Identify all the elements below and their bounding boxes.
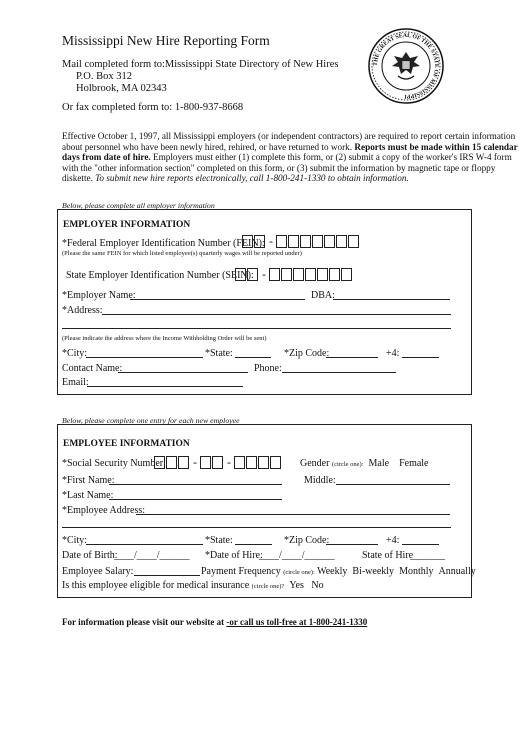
employee-heading: EMPLOYEE INFORMATION [63, 439, 190, 449]
employer-address-note: (Please indicate the address where the Income Withholding Order will be sent) [62, 335, 267, 342]
last-name-field[interactable] [109, 499, 282, 500]
frequency-monthly-option[interactable]: Monthly [399, 566, 434, 577]
employer-name-label: *Employer Name: [62, 290, 136, 301]
form-title: Mississippi New Hire Reporting Form [62, 33, 270, 48]
employer-name-field[interactable] [130, 299, 305, 300]
sein-digit[interactable] [329, 268, 340, 281]
fein-digit[interactable] [312, 235, 323, 248]
state-seal-logo [368, 28, 444, 104]
frequency-weekly-option[interactable]: Weekly [317, 566, 348, 577]
phone-field[interactable] [282, 372, 396, 373]
employer-address-field[interactable] [102, 314, 451, 315]
svg-text:THE GREAT SEAL OF THE STATE OF: THE GREAT SEAL OF THE STATE OF MISSISSIPPI [372, 32, 440, 100]
fein-digit[interactable] [348, 235, 359, 248]
frequency-annually-option[interactable]: Annually [438, 566, 476, 577]
mail-address-line2: P.O. Box 312 [76, 71, 133, 82]
employer-city-label: *City: [62, 348, 88, 359]
fein-note: (Please the same FEIN for which listed employee(s) quarterly wages will be reported under) [62, 250, 302, 257]
employee-zip-label: *Zip Code: [284, 535, 330, 546]
fein-digit[interactable] [300, 235, 311, 248]
ssn-digit[interactable] [270, 456, 281, 469]
gender-female-option[interactable]: Female [399, 458, 429, 469]
ssn-input[interactable]: - - [154, 455, 282, 470]
payment-frequency-group [201, 566, 476, 579]
employer-address-label: *Address: [62, 305, 103, 316]
footer-text: For information please visit our website at [62, 617, 227, 627]
footer-info [62, 617, 367, 627]
employee-salary-label: Employee Salary: [62, 566, 134, 577]
footer-toll-free-link[interactable]: -or call us toll-free at 1-800-241-1330 [226, 617, 368, 627]
sein-digit[interactable] [305, 268, 316, 281]
sein-digit[interactable] [341, 268, 352, 281]
ssn-digit[interactable] [200, 456, 211, 469]
employee-zip-field[interactable] [326, 544, 378, 545]
insurance-no-option[interactable]: No [311, 580, 324, 591]
payment-frequency-label: Payment Frequency [201, 566, 281, 577]
employee-city-field[interactable] [86, 544, 203, 545]
middle-name-label: Middle: [304, 475, 336, 486]
employer-state-label: *State: [205, 348, 233, 359]
gender-group [300, 458, 429, 471]
gender-label: Gender [300, 458, 330, 469]
medical-insurance-group [62, 580, 324, 593]
ssn-digit[interactable] [166, 456, 177, 469]
fax-line: Or fax completed form to: 1-800-937-8668 [62, 102, 244, 113]
mail-address-line3: Holbrook, MA 02343 [76, 83, 167, 94]
employee-address-field-2[interactable] [62, 527, 451, 528]
first-name-field[interactable] [109, 484, 282, 485]
state-of-hire-field[interactable]: _______ [410, 550, 445, 561]
ssn-digit[interactable] [154, 456, 165, 469]
sein-input[interactable]: - [235, 267, 353, 282]
employer-zip-field[interactable] [326, 357, 378, 358]
email-field[interactable] [87, 386, 243, 387]
employer-heading: EMPLOYER INFORMATION [63, 220, 191, 230]
frequency-biweekly-option[interactable]: Bi-weekly [352, 566, 395, 577]
employee-plus4-label: +4: [386, 535, 400, 546]
first-name-label: *First Name: [62, 475, 115, 486]
phone-label: Phone: [254, 363, 282, 374]
employer-city-field[interactable] [86, 357, 203, 358]
dba-field[interactable] [333, 299, 450, 300]
medical-insurance-label: Is this employee eligible for medical insurance [62, 580, 250, 591]
employee-state-label: *State: [205, 535, 233, 546]
contact-name-field[interactable] [118, 372, 248, 373]
sein-digit[interactable] [281, 268, 292, 281]
employee-instruction: Below, please complete one entry for each new employee [62, 416, 240, 425]
ssn-digit[interactable] [258, 456, 269, 469]
employee-state-field[interactable] [235, 544, 272, 545]
contact-name-label: Contact Name: [62, 363, 123, 374]
employee-city-label: *City: [62, 535, 88, 546]
sein-digit[interactable] [247, 268, 258, 281]
employee-plus4-field[interactable] [402, 544, 439, 545]
employer-zip-label: *Zip Code: [284, 348, 330, 359]
fein-digit[interactable] [242, 235, 253, 248]
fein-input[interactable]: - [242, 234, 360, 249]
fein-digit[interactable] [324, 235, 335, 248]
date-of-hire-field[interactable]: ____/____/______ [259, 550, 335, 561]
dba-label: DBA: [311, 290, 335, 301]
sein-digit[interactable] [317, 268, 328, 281]
ssn-digit[interactable] [246, 456, 257, 469]
state-of-hire-label: State of Hire [362, 550, 414, 561]
employee-address-label: *Employee Address: [62, 505, 146, 516]
employee-address-field[interactable] [136, 514, 450, 515]
fein-digit[interactable] [288, 235, 299, 248]
last-name-label: *Last Name: [62, 490, 114, 501]
fein-digit[interactable] [254, 235, 265, 248]
fein-digit[interactable] [336, 235, 347, 248]
middle-name-field[interactable] [336, 484, 450, 485]
employer-instruction: Below, please complete all employer information [62, 201, 215, 210]
sein-digit[interactable] [293, 268, 304, 281]
date-of-birth-field[interactable]: ____/____/______ [114, 550, 190, 561]
ssn-digit[interactable] [212, 456, 223, 469]
fein-label: *Federal Employer Identification Number (FEIN): [62, 238, 265, 249]
sein-digit[interactable] [235, 268, 246, 281]
ssn-label: *Social Security Number: [62, 458, 166, 469]
gender-male-option[interactable]: Male [368, 458, 390, 469]
intro-paragraph: Effective October 1, 1997, all Mississippi employers (or independent contractors) are required to report certain information about personnel who have been newly hired, rehired, or have returned to work. Reports must be made within 15 calendar days from date of hire. Employers must either (1) complete this form, or (2) submit a copy of the worker's IRS W-4 form with the "other information section" completed on this form, or (3) submit the information by magnetic tape or floppy diskette. To submit new hire reports electronically, call 1-800-241-1330 to obtain information. [62, 131, 518, 184]
employer-address-field-2[interactable] [62, 328, 451, 329]
employer-state-field[interactable] [235, 357, 271, 358]
ssn-digit[interactable] [234, 456, 245, 469]
email-label: Email: [62, 377, 89, 388]
payment-frequency-note: (circle one): [283, 569, 315, 576]
employer-plus4-field[interactable] [402, 357, 439, 358]
employer-plus4-label: +4: [386, 348, 400, 359]
date-of-hire-label: *Date of Hire: [205, 550, 263, 561]
mail-address-line1: Mail completed form to:Mississippi State Directory of New Hires [62, 59, 339, 70]
insurance-yes-option[interactable]: Yes [289, 580, 304, 591]
employee-salary-field[interactable] [134, 575, 200, 576]
sein-digit[interactable] [269, 268, 280, 281]
gender-note: (circle one): [331, 461, 364, 468]
sein-label: State Employer Identification Number (SEIN): [66, 270, 254, 281]
medical-insurance-note: (circle one)? [251, 583, 285, 590]
fein-digit[interactable] [276, 235, 287, 248]
date-of-birth-label: Date of Birth: [62, 550, 118, 561]
ssn-digit[interactable] [178, 456, 189, 469]
